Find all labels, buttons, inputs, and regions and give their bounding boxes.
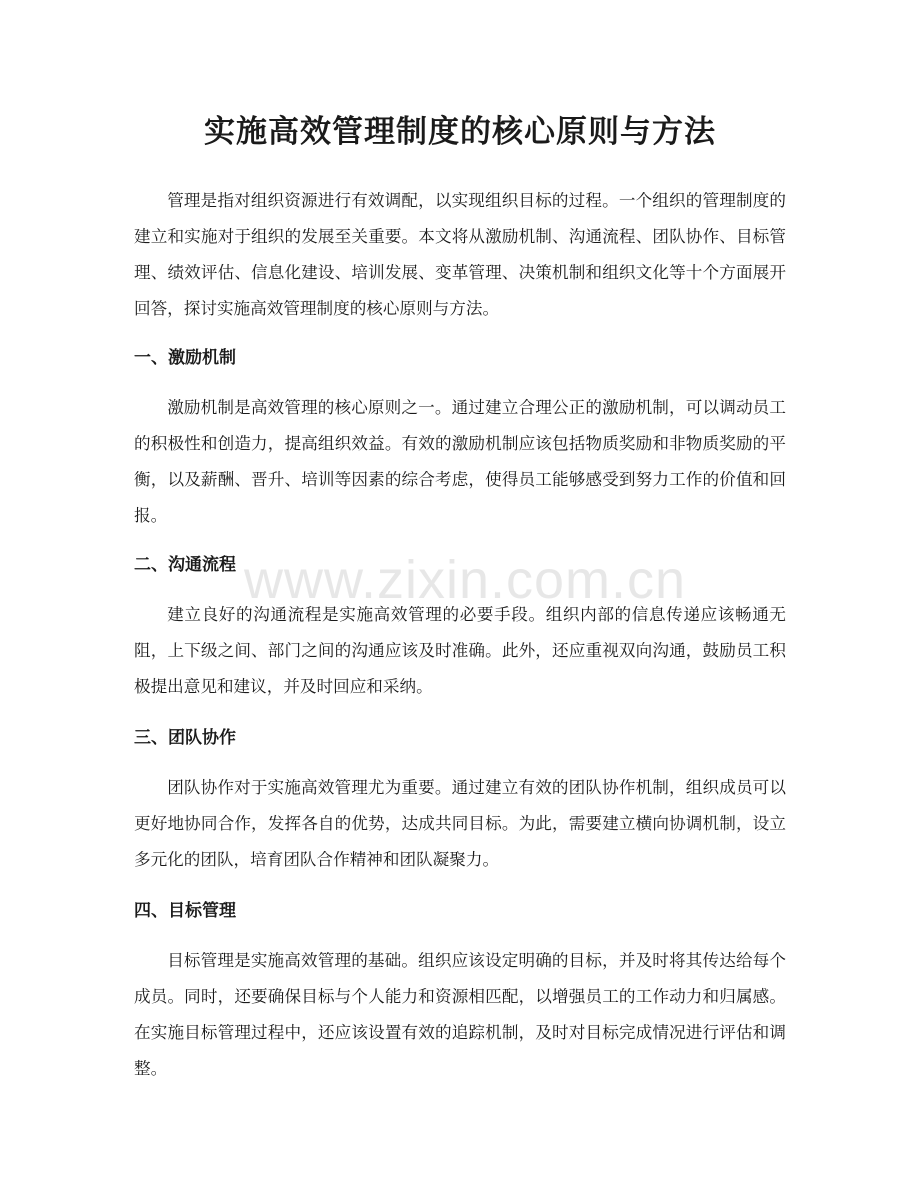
section-heading-2: 二、沟通流程 [134,555,236,575]
section-heading-1: 一、激励机制 [134,348,236,368]
section-body-2: 建立良好的沟通流程是实施高效管理的必要手段。组织内部的信息传递应该畅通无阻，上下级之间、部门之间的沟通应该及时准确。此外，还应重视双向沟通，鼓励员工积极提出意见和建议，并及时回应和采纳。 [134,605,786,696]
watermark-text: www.zixin.com.cn [243,550,687,610]
document-title: 实施高效管理制度的核心原则与方法 [204,114,716,150]
section-body-3: 团队协作对于实施高效管理尤为重要。通过建立有效的团队协作机制，组织成员可以更好地协同合作，发挥各自的优势，达成共同目标。为此，需要建立横向协调机制，设立多元化的团队，培育团队合作精神和团队凝聚力。 [134,778,786,869]
section-body-1: 激励机制是高效管理的核心原则之一。通过建立合理公正的激励机制，可以调动员工的积极性和创造力，提高组织效益。有效的激励机制应该包括物质奖励和非物质奖励的平衡，以及薪酬、晋升、培训等因素的综合考虑，使得员工能够感受到努力工作的价值和回报。 [134,398,786,525]
section-heading-4: 四、目标管理 [134,901,236,921]
section-heading-3: 三、团队协作 [134,728,236,748]
intro-paragraph: 管理是指对组织资源进行有效调配，以实现组织目标的过程。一个组织的管理制度的建立和实施对于组织的发展至关重要。本文将从激励机制、沟通流程、团队协作、目标管理、绩效评估、信息化建设、培训发展、变革管理、决策机制和组织文化等十个方面展开回答，探讨实施高效管理制度的核心原则与方法。 [134,191,786,318]
section-body-4: 目标管理是实施高效管理的基础。组织应该设定明确的目标，并及时将其传达给每个成员。同时，还要确保目标与个人能力和资源相匹配，以增强员工的工作动力和归属感。在实施目标管理过程中，还应该设置有效的追踪机制，及时对目标完成情况进行评估和调整。 [134,951,786,1078]
